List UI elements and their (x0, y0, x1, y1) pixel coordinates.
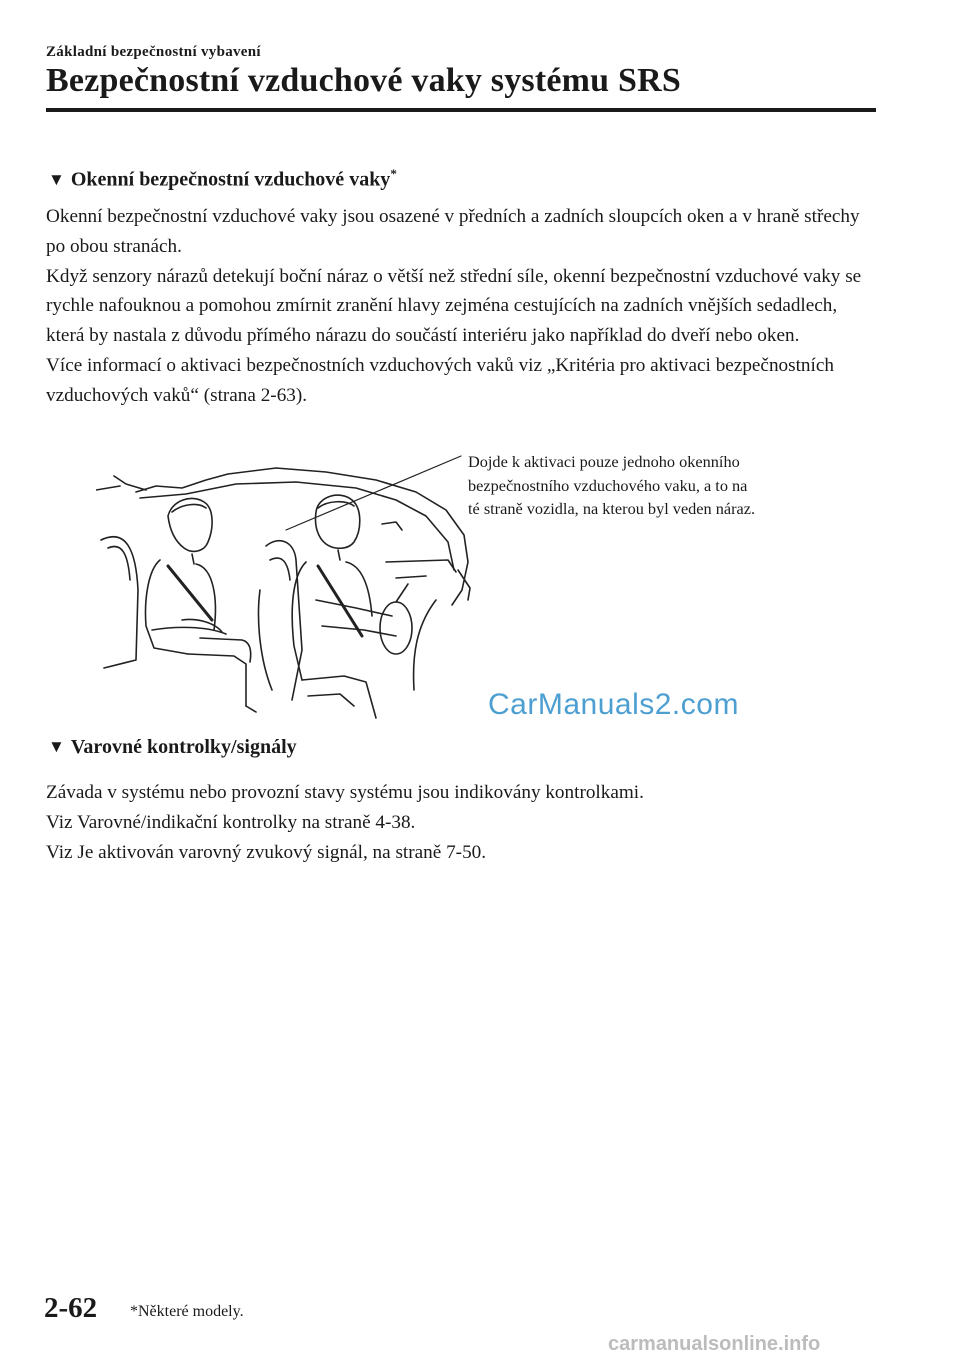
section-heading-warning-lights (48, 736, 297, 759)
section1-body (46, 202, 876, 411)
section-heading-text: Okenní bezpečnostní vzduchové vaky (70, 168, 391, 191)
footer-site-mark: carmanualsonline.info (608, 1333, 821, 1355)
figure-callout (468, 450, 868, 521)
section2-body (46, 778, 876, 867)
callout-line: Dojde k aktivaci pouze jednoho okenního (468, 452, 740, 471)
paragraph: Více informací o aktivaci bezpečnostních vzduchových vaků viz „Kritéria pro aktivaci bezpečnostních vzduchových vaků“ (strana 2-63). (46, 354, 834, 406)
page-number: 2-62 (44, 1292, 98, 1324)
page-title: Bezpečnostní vzduchové vaky systému SRS (46, 62, 681, 99)
triangle-down-icon: ▼ (48, 169, 65, 189)
triangle-down-icon: ▼ (48, 737, 65, 756)
paragraph: Okenní bezpečnostní vzduchové vaky jsou osazené v předních a zadních sloupcích oken a v hraně střechy po obou stranách. (46, 206, 860, 257)
paragraph: Viz Varovné/indikační kontrolky na straně 4-38. (46, 811, 416, 833)
asterisk-mark: * (390, 166, 397, 181)
section-heading-window-airbags (48, 166, 397, 192)
footnote: *Některé modely. (130, 1303, 244, 1320)
callout-line: bezpečnostního vzduchového vaku, a to na (468, 475, 748, 495)
title-divider (46, 108, 876, 112)
paragraph: Viz Je aktivován varovný zvukový signál, na straně 7-50. (46, 841, 487, 863)
airbag-illustration (96, 450, 496, 725)
callout-line: té straně vozidla, na kterou byl veden náraz. (468, 499, 756, 518)
section-heading-text: Varovné kontrolky/signály (70, 736, 297, 758)
watermark-logo: CarManuals2.com (488, 688, 739, 721)
paragraph: Závada v systému nebo provozní stavy systému jsou indikovány kontrolkami. (46, 782, 644, 803)
paragraph: Když senzory nárazů detekují boční náraz o větší než střední síle, okenní bezpečnostní vzduchové vaky se rychle nafouknou a pomohou zmírnit zranění hlavy zejména cestujících na zadních vnějších sedadlech, která by nastala z důvodu přímého nárazu do součástí interiéru jako například do dveří nebo oken. (46, 265, 862, 347)
chapter-label: Základní bezpečnostní vybavení (46, 44, 261, 60)
